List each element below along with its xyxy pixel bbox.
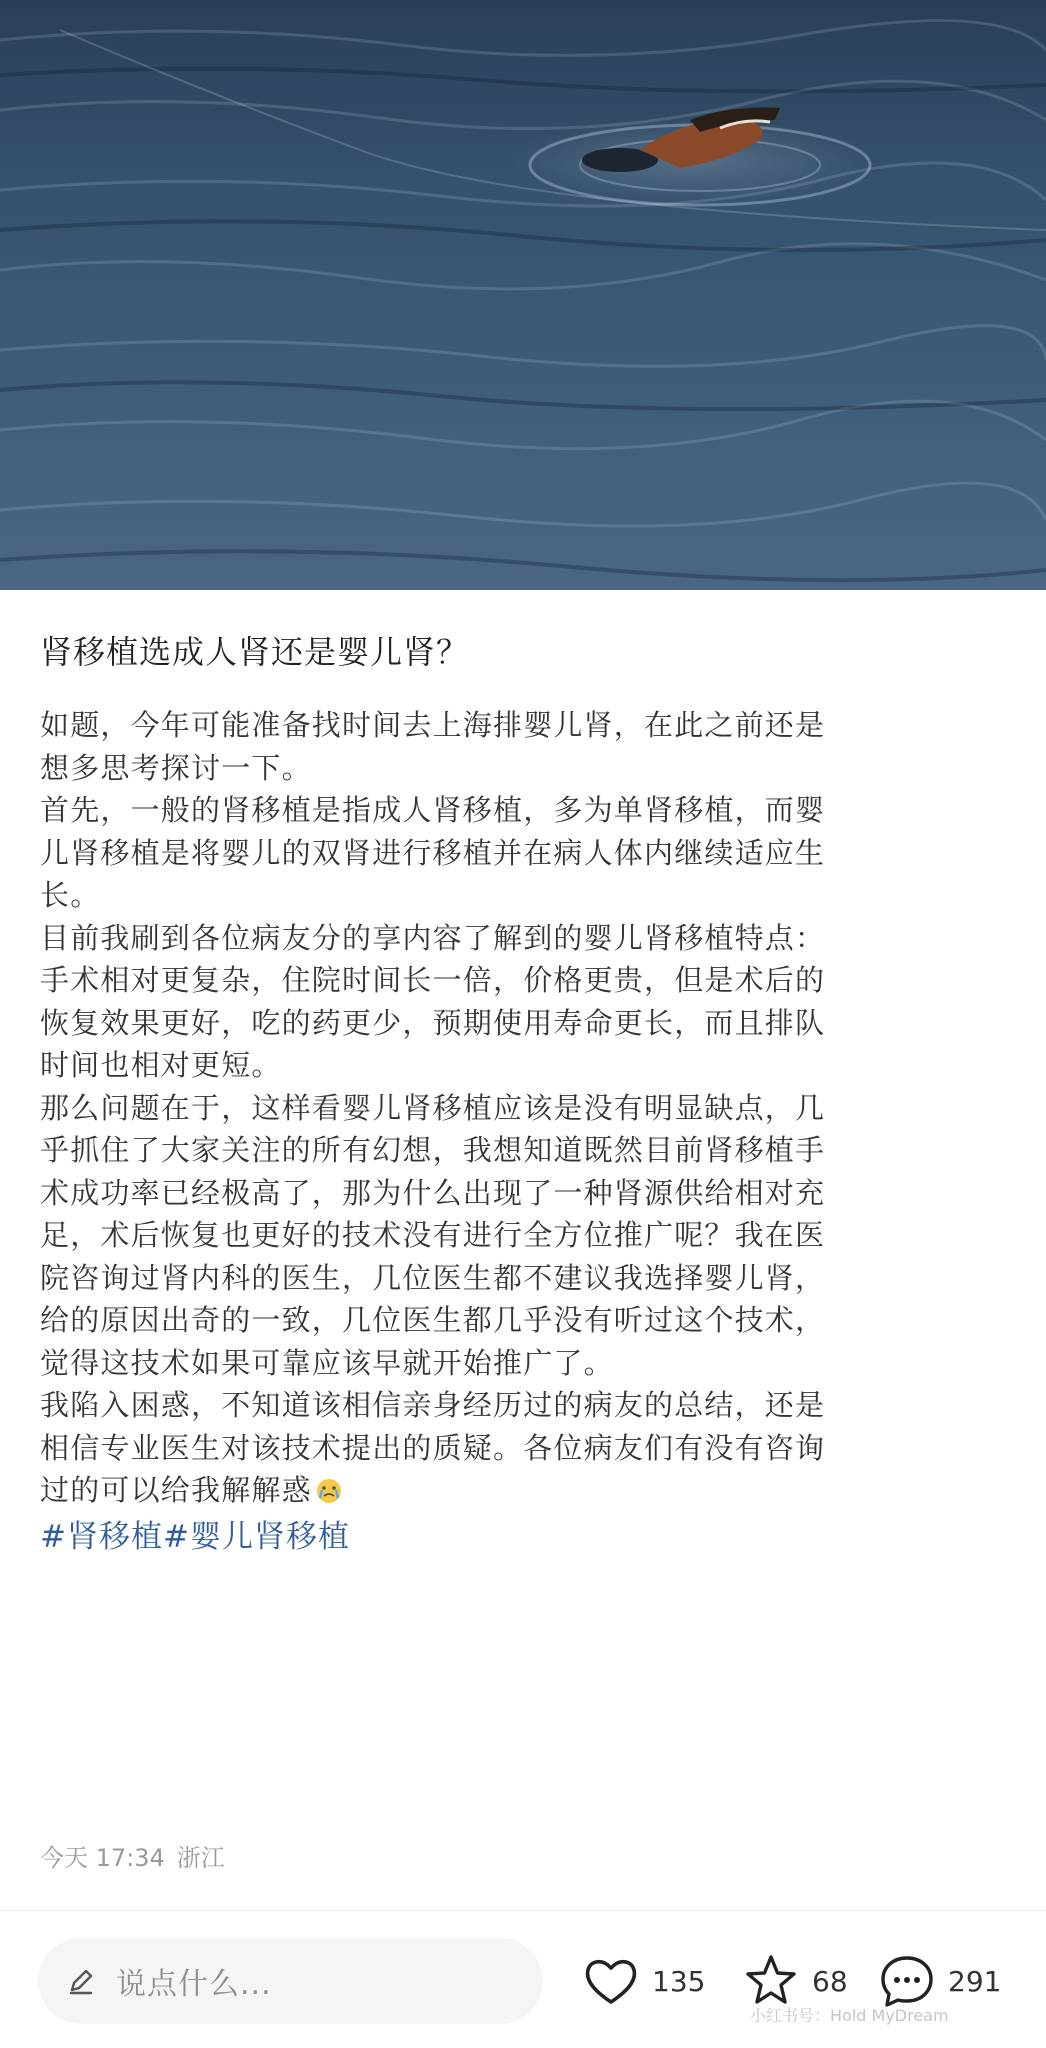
comment-count: 291 — [948, 1964, 1002, 1998]
post-title: 肾移植选成人肾还是婴儿肾？ — [40, 633, 470, 671]
post-body-line: 给的原因出奇的一致，几位医生都几乎没有听过这个技术， — [40, 1303, 826, 1337]
post-meta — [40, 1838, 237, 1873]
post-body-line: 儿肾移植是将婴儿的双肾进行移植并在病人体内继续适应生 — [40, 835, 826, 870]
post-body-line: 我陷入困惑，不知道该相信亲身经历过的病友的总结，还是 — [40, 1388, 826, 1422]
watermark: 小红书号：Hold MyDream — [750, 2006, 949, 2025]
post-body-line: 相信专业医生对该技术提出的质疑。各位病友们有没有咨询 — [40, 1430, 826, 1465]
post-body-line: 如题，今年可能准备找时间去上海排婴儿肾，在此之前还是 — [40, 708, 826, 742]
pencil-icon — [66, 1966, 96, 1996]
comment-input[interactable] — [38, 1938, 543, 2024]
post-tags — [40, 1514, 1010, 1560]
post-body-line: 乎抓住了大家关注的所有幻想，我想知道既然目前肾移植手 — [40, 1133, 826, 1167]
post-body-line: 那么问题在于，这样看婴儿肾移植应该是没有明显缺点，几 — [40, 1090, 826, 1125]
post-content — [40, 630, 1010, 1560]
post-body-line: 时间也相对更短。 — [40, 1048, 282, 1082]
heart-icon — [580, 1950, 642, 2012]
post-body-line-text: 过的可以给我解解惑 — [40, 1473, 312, 1507]
post-body-line-last — [40, 1469, 1010, 1512]
post-body-line: 足，术后恢复也更好的技术没有进行全方位推广呢？我在医 — [40, 1218, 826, 1252]
post-time: 今天 17:34 — [40, 1844, 165, 1872]
post-body-line: 想多思考探讨一下。 — [40, 750, 312, 785]
favorite-count: 68 — [812, 1964, 848, 1998]
post-body-line: 觉得这技术如果可靠应该早就开始推广了。 — [40, 1345, 614, 1380]
post-body-line: 恢复效果更好，吃的药更少，预期使用寿命更长，而且排队 — [40, 1005, 826, 1040]
water-photo-graphic — [0, 0, 1046, 590]
post-body-line: 术成功率已经极高了，那为什么出现了一种肾源供给相对充 — [40, 1175, 826, 1210]
post-body — [40, 704, 1010, 1512]
post-body-line: 手术相对更复杂，住院时间长一倍，价格更贵，但是术后的 — [40, 963, 826, 997]
tag-infant-kidney-transplant[interactable]: #婴儿肾移植 — [162, 1518, 350, 1555]
tag-kidney-transplant[interactable]: #肾移植 — [40, 1518, 163, 1555]
post-body-line: 目前我刷到各位病友分的享内容了解到的婴儿肾移植特点： — [40, 920, 826, 955]
like-button[interactable] — [580, 1948, 705, 2014]
post-location: 浙江 — [176, 1844, 225, 1872]
divider — [0, 1910, 1046, 1911]
like-count: 135 — [652, 1964, 706, 1998]
post-body-line: 长。 — [40, 878, 101, 912]
post-photo[interactable] — [0, 0, 1046, 590]
comment-placeholder: 说点什么... — [116, 1967, 272, 2002]
crying-face-emoji-icon — [314, 1476, 344, 1504]
post-body-line: 首先，一般的肾移植是指成人肾移植，多为单肾移植，而婴 — [40, 793, 826, 827]
post-body-line: 院咨询过肾内科的医生，几位医生都不建议我选择婴儿肾， — [40, 1260, 826, 1295]
